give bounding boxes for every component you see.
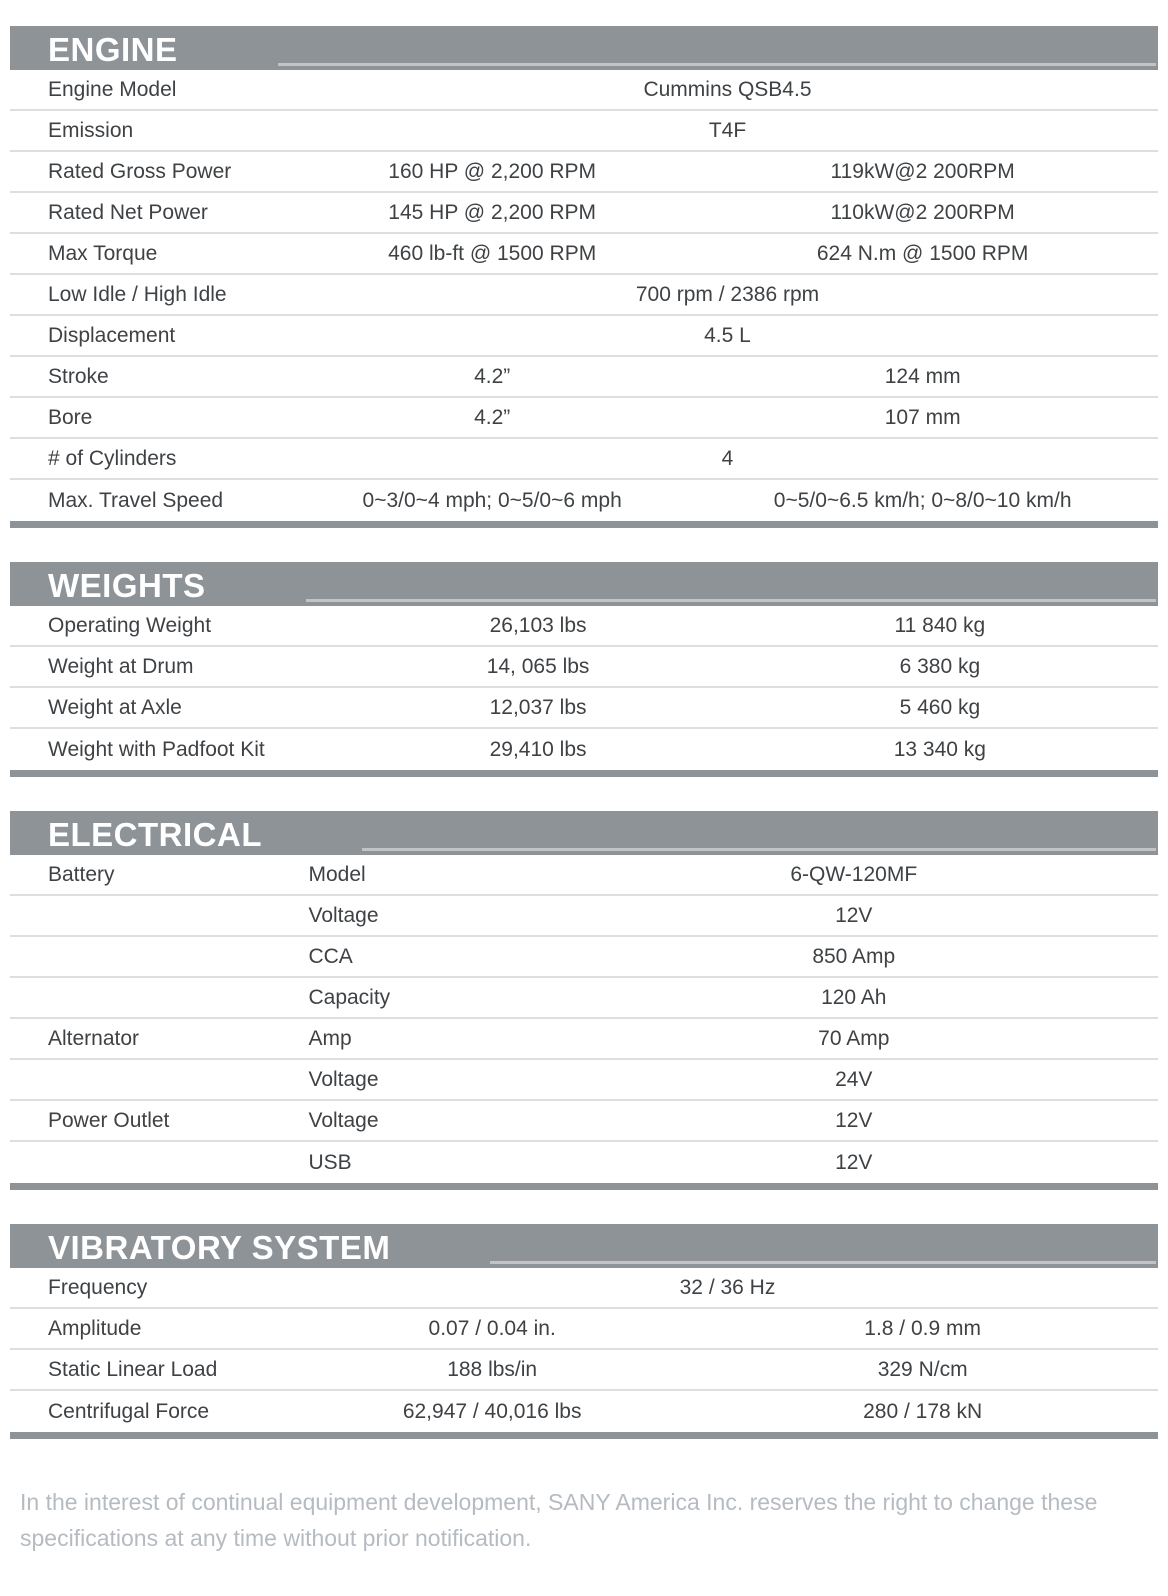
- section-weights: [10, 562, 1158, 777]
- spec-value-metric: 107 mm: [884, 405, 961, 429]
- section-title-vibratory: VIBRATORY SYSTEM: [48, 1228, 391, 1266]
- spec-value-imperial: 14, 065 lbs: [486, 654, 590, 678]
- spec-row: [10, 1391, 1158, 1432]
- spec-row: [10, 234, 1158, 275]
- spec-label: Emission: [48, 118, 134, 142]
- spec-row: [10, 152, 1158, 193]
- spec-value: 12V: [835, 903, 873, 927]
- spec-row: [10, 978, 1158, 1019]
- header-accent-line: [490, 1261, 1156, 1264]
- spec-row: [10, 606, 1158, 647]
- spec-value-metric: 329 N/cm: [877, 1357, 968, 1381]
- spec-label: Max Torque: [48, 241, 158, 265]
- spec-row: [10, 688, 1158, 729]
- spec-row: [10, 1060, 1158, 1101]
- spec-label: Weight with Padfoot Kit: [48, 737, 265, 761]
- spec-value-metric: 6 380 kg: [899, 654, 981, 678]
- spec-value-imperial: 460 lb-ft @ 1500 RPM: [388, 241, 597, 265]
- section-bottom-bar: [10, 1183, 1158, 1190]
- spec-sub-label: Voltage: [308, 903, 379, 927]
- spec-label: Displacement: [48, 323, 176, 347]
- spec-sub-label: Voltage: [308, 1067, 379, 1091]
- spec-row: [10, 316, 1158, 357]
- spec-sub-label: Capacity: [308, 985, 391, 1009]
- header-accent-line: [306, 599, 1157, 602]
- spec-row: [10, 1350, 1158, 1391]
- spec-label: Centrifugal Force: [48, 1399, 210, 1423]
- spec-row: [10, 1309, 1158, 1350]
- spec-value-metric: 110kW@2 200RPM: [830, 200, 1015, 224]
- spec-value-metric: 280 / 178 kN: [863, 1399, 983, 1423]
- spec-value-metric: 5 460 kg: [899, 695, 981, 719]
- spec-label: Max. Travel Speed: [48, 488, 224, 512]
- spec-value: 850 Amp: [812, 944, 896, 968]
- spec-value-imperial: 0~3/0~4 mph; 0~5/0~6 mph: [362, 488, 622, 512]
- section-bottom-bar: [10, 521, 1158, 528]
- spec-label: Rated Gross Power: [48, 159, 232, 183]
- spec-row: [10, 1019, 1158, 1060]
- spec-label: Frequency: [48, 1275, 148, 1299]
- spec-row: [10, 480, 1158, 521]
- section-header-weights: [10, 562, 1158, 606]
- vibratory-rows: [10, 1268, 1158, 1432]
- spec-row: [10, 1268, 1158, 1309]
- electrical-rows: [10, 855, 1158, 1183]
- spec-label: Amplitude: [48, 1316, 142, 1340]
- spec-group-label: Power Outlet: [48, 1108, 170, 1132]
- spec-row: [10, 1101, 1158, 1142]
- spec-value: 700 rpm / 2386 rpm: [635, 282, 820, 306]
- spec-value-imperial: 145 HP @ 2,200 RPM: [388, 200, 596, 224]
- section-title-electrical: ELECTRICAL: [48, 815, 262, 853]
- spec-value-imperial: 0.07 / 0.04 in.: [428, 1316, 556, 1340]
- spec-label: Static Linear Load: [48, 1357, 218, 1381]
- spec-value: 4.5 L: [704, 323, 751, 347]
- spec-sub-label: Voltage: [308, 1108, 379, 1132]
- spec-label: Rated Net Power: [48, 200, 208, 224]
- section-engine: [10, 26, 1158, 528]
- spec-value: T4F: [708, 118, 747, 142]
- spec-value: 70 Amp: [818, 1026, 890, 1050]
- spec-value-imperial: 62,947 / 40,016 lbs: [402, 1399, 582, 1423]
- section-bottom-bar: [10, 1432, 1158, 1439]
- spec-label: Weight at Drum: [48, 654, 194, 678]
- spec-value-imperial: 4.2”: [474, 405, 511, 429]
- spec-value-imperial: 4.2”: [474, 364, 511, 388]
- spec-row: [10, 439, 1158, 480]
- spec-label: Engine Model: [48, 77, 177, 101]
- spec-row: [10, 855, 1158, 896]
- spec-value: 6-QW-120MF: [790, 862, 918, 886]
- spec-label: Low Idle / High Idle: [48, 282, 227, 306]
- section-title-weights: WEIGHTS: [48, 566, 206, 604]
- spec-row: [10, 111, 1158, 152]
- spec-value-metric: 13 340 kg: [893, 737, 986, 761]
- header-accent-line: [362, 848, 1156, 851]
- spec-label: # of Cylinders: [48, 446, 177, 470]
- spec-row: [10, 70, 1158, 111]
- spec-row: [10, 398, 1158, 439]
- spec-sub-label: USB: [308, 1150, 352, 1174]
- section-title-engine: ENGINE: [48, 30, 178, 68]
- spec-value: 4: [721, 446, 734, 470]
- engine-rows: [10, 70, 1158, 521]
- spec-row: [10, 357, 1158, 398]
- spec-value-imperial: 26,103 lbs: [489, 613, 587, 637]
- spec-row: [10, 647, 1158, 688]
- spec-value-metric: 11 840 kg: [894, 613, 986, 637]
- spec-value: 12V: [835, 1150, 873, 1174]
- spec-value-imperial: 29,410 lbs: [489, 737, 587, 761]
- spec-value: 120 Ah: [821, 985, 887, 1009]
- spec-sub-label: Amp: [308, 1026, 352, 1050]
- section-header-engine: [10, 26, 1158, 70]
- spec-value: Cummins QSB4.5: [643, 77, 812, 101]
- spec-value-imperial: 12,037 lbs: [489, 695, 587, 719]
- spec-row: [10, 937, 1158, 978]
- spec-value-metric: 124 mm: [884, 364, 961, 388]
- spec-label: Weight at Axle: [48, 695, 182, 719]
- spec-row: [10, 193, 1158, 234]
- spec-sub-label: Model: [308, 862, 366, 886]
- section-header-electrical: [10, 811, 1158, 855]
- disclaimer-text: In the interest of continual equipment development, SANY America Inc. reserves the right to change these specifications at any time without prior notification.: [20, 1489, 1098, 1551]
- section-vibratory-system: [10, 1224, 1158, 1439]
- header-accent-line: [278, 63, 1156, 66]
- spec-label: Bore: [48, 405, 93, 429]
- section-bottom-bar: [10, 770, 1158, 777]
- spec-value-imperial: 188 lbs/in: [447, 1357, 538, 1381]
- spec-group-label: Battery: [48, 862, 115, 886]
- spec-row: [10, 896, 1158, 937]
- spec-value-metric: 1.8 / 0.9 mm: [864, 1316, 981, 1340]
- spec-value-metric: 119kW@2 200RPM: [830, 159, 1015, 183]
- section-header-vibratory: [10, 1224, 1158, 1268]
- spec-value-imperial: 160 HP @ 2,200 RPM: [388, 159, 596, 183]
- spec-value: 12V: [835, 1108, 873, 1132]
- spec-row: [10, 1142, 1158, 1183]
- spec-row: [10, 275, 1158, 316]
- spec-label: Stroke: [48, 364, 109, 388]
- spec-value-metric: 624 N.m @ 1500 RPM: [816, 241, 1029, 265]
- section-electrical: [10, 811, 1158, 1190]
- spec-value: 24V: [835, 1067, 873, 1091]
- spec-group-label: Alternator: [48, 1026, 140, 1050]
- spec-row: [10, 729, 1158, 770]
- weights-rows: [10, 606, 1158, 770]
- spec-value-metric: 0~5/0~6.5 km/h; 0~8/0~10 km/h: [773, 488, 1072, 512]
- spec-label: Operating Weight: [48, 613, 212, 637]
- spec-sub-label: CCA: [308, 944, 353, 968]
- spec-value: 32 / 36 Hz: [679, 1275, 776, 1299]
